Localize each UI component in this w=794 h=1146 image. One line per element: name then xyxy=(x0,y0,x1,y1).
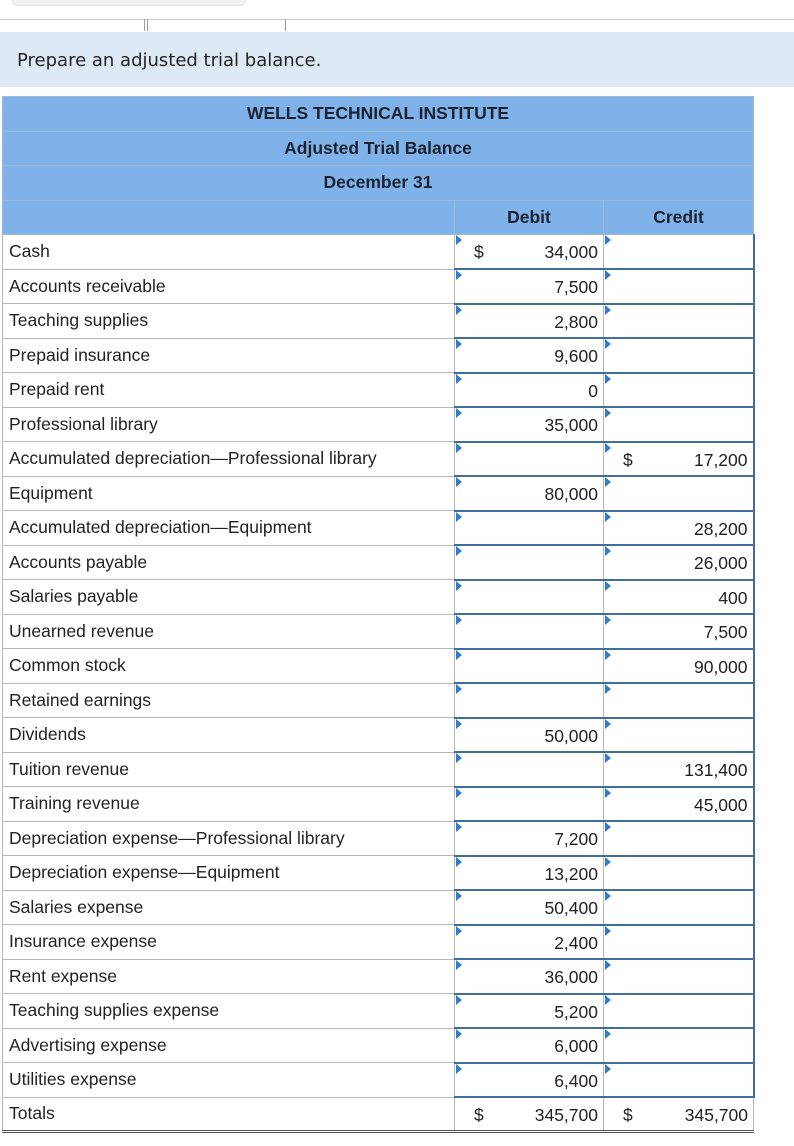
credit-input[interactable] xyxy=(604,269,754,304)
credit-total xyxy=(604,1097,754,1132)
debit-input[interactable] xyxy=(455,511,604,546)
debit-input[interactable] xyxy=(455,856,604,891)
table-row xyxy=(3,1063,754,1098)
table-row xyxy=(3,476,754,511)
account-name: Insurance expense xyxy=(3,925,455,960)
credit-input[interactable] xyxy=(604,649,754,684)
table-row xyxy=(3,580,754,615)
account-name: Common stock xyxy=(3,649,455,684)
credit-amount: 17,200 xyxy=(693,449,748,470)
account-name: Prepaid insurance xyxy=(3,338,455,373)
adjusted-trial-balance-table xyxy=(2,96,755,1133)
credit-amount: 45,000 xyxy=(693,794,748,815)
credit-input[interactable] xyxy=(604,787,754,822)
table-row xyxy=(3,614,754,649)
debit-input[interactable] xyxy=(455,821,604,856)
totals-row xyxy=(3,1097,754,1132)
debit-total-dollar-sign: $ xyxy=(474,1105,484,1125)
account-column-header xyxy=(3,200,455,235)
account-name: Depreciation expense—Professional library xyxy=(3,821,455,856)
debit-input[interactable] xyxy=(455,442,604,477)
credit-input[interactable] xyxy=(604,1063,754,1098)
debit-input[interactable] xyxy=(455,338,604,373)
table-row xyxy=(3,407,754,442)
debit-input[interactable] xyxy=(455,683,604,718)
credit-input[interactable] xyxy=(604,545,754,580)
debit-input[interactable] xyxy=(455,614,604,649)
credit-input[interactable] xyxy=(604,442,754,477)
credit-input[interactable] xyxy=(604,407,754,442)
credit-input[interactable] xyxy=(604,235,754,270)
debit-amount: 50,400 xyxy=(544,898,598,918)
tab-divider xyxy=(0,19,794,20)
credit-input[interactable] xyxy=(604,338,754,373)
debit-input[interactable] xyxy=(455,545,604,580)
debit-amount: 7,500 xyxy=(554,277,598,297)
table-row xyxy=(3,545,754,580)
table-row xyxy=(3,821,754,856)
credit-input[interactable] xyxy=(604,304,754,339)
debit-total xyxy=(455,1097,604,1132)
credit-amount: 28,200 xyxy=(693,518,748,539)
credit-input[interactable] xyxy=(604,1028,754,1063)
account-name: Unearned revenue xyxy=(3,614,455,649)
account-name: Rent expense xyxy=(3,959,455,994)
credit-total-amount: 345,700 xyxy=(684,1105,749,1125)
debit-amount: 2,400 xyxy=(554,932,598,953)
table-row xyxy=(3,994,754,1029)
credit-input[interactable] xyxy=(604,959,754,994)
credit-amount: 131,400 xyxy=(684,760,748,780)
credit-column-header: Credit xyxy=(604,200,754,235)
debit-amount: 5,200 xyxy=(554,1001,598,1022)
table-row xyxy=(3,683,754,718)
debit-amount: 7,200 xyxy=(554,829,598,849)
credit-input[interactable] xyxy=(604,718,754,753)
tab-strip xyxy=(0,0,794,32)
credit-input[interactable] xyxy=(604,580,754,615)
account-name: Accumulated depreciation—Professional library xyxy=(3,442,455,477)
debit-amount: 13,200 xyxy=(544,863,598,884)
table-row xyxy=(3,856,754,891)
credit-total-dollar-sign: $ xyxy=(623,1105,633,1125)
debit-amount: 35,000 xyxy=(544,415,598,435)
debit-input[interactable] xyxy=(455,235,604,270)
debit-input[interactable] xyxy=(455,994,604,1029)
credit-input[interactable] xyxy=(604,614,754,649)
debit-input[interactable] xyxy=(455,718,604,753)
account-name: Equipment xyxy=(3,476,455,511)
debit-input[interactable] xyxy=(455,407,604,442)
debit-amount: 2,800 xyxy=(554,311,598,332)
credit-input[interactable] xyxy=(604,856,754,891)
credit-input[interactable] xyxy=(604,511,754,546)
statement-title: Adjusted Trial Balance xyxy=(3,131,754,166)
debit-amount: 0 xyxy=(588,380,598,401)
account-name: Retained earnings xyxy=(3,683,455,718)
credit-dollar-sign: $ xyxy=(623,449,633,470)
tab-marker xyxy=(285,19,286,31)
credit-input[interactable] xyxy=(604,925,754,960)
debit-dollar-sign: $ xyxy=(474,242,484,262)
account-name: Depreciation expense—Equipment xyxy=(3,856,455,891)
credit-input[interactable] xyxy=(604,890,754,925)
account-name: Dividends xyxy=(3,718,455,753)
account-name: Accumulated depreciation—Equipment xyxy=(3,511,455,546)
credit-input[interactable] xyxy=(604,821,754,856)
debit-input[interactable] xyxy=(455,752,604,787)
credit-amount: 90,000 xyxy=(693,656,748,677)
credit-input[interactable] xyxy=(604,683,754,718)
table-row xyxy=(3,890,754,925)
credit-amount: 26,000 xyxy=(693,553,748,573)
table-row xyxy=(3,373,754,408)
debit-input[interactable] xyxy=(455,476,604,511)
debit-input[interactable] xyxy=(455,787,604,822)
tab-marker xyxy=(144,19,145,31)
table-row xyxy=(3,787,754,822)
account-name: Accounts receivable xyxy=(3,269,455,304)
instruction-banner xyxy=(0,32,794,87)
totals-label: Totals xyxy=(3,1097,455,1132)
company-name: WELLS TECHNICAL INSTITUTE xyxy=(3,97,754,132)
debit-input[interactable] xyxy=(455,1028,604,1063)
table-row xyxy=(3,442,754,477)
debit-input[interactable] xyxy=(455,373,604,408)
debit-input[interactable] xyxy=(455,580,604,615)
debit-input[interactable] xyxy=(455,304,604,339)
table-row xyxy=(3,269,754,304)
statement-date: December 31 xyxy=(3,166,754,201)
debit-amount: 6,400 xyxy=(554,1070,598,1091)
instruction-text: Prepare an adjusted trial balance. xyxy=(17,50,322,71)
account-name: Salaries payable xyxy=(3,580,455,615)
account-name: Professional library xyxy=(3,407,455,442)
credit-input[interactable] xyxy=(604,994,754,1029)
table-row xyxy=(3,925,754,960)
account-name: Salaries expense xyxy=(3,890,455,925)
table-row xyxy=(3,959,754,994)
debit-input[interactable] xyxy=(455,959,604,994)
debit-input[interactable] xyxy=(455,925,604,960)
debit-input[interactable] xyxy=(455,890,604,925)
debit-input[interactable] xyxy=(455,269,604,304)
debit-amount: 50,000 xyxy=(544,725,598,746)
account-name: Prepaid rent xyxy=(3,373,455,408)
credit-amount: 7,500 xyxy=(703,622,748,642)
account-name: Cash xyxy=(3,235,455,270)
account-name: Teaching supplies xyxy=(3,304,455,339)
table-row xyxy=(3,752,754,787)
credit-input[interactable] xyxy=(604,476,754,511)
account-name: Utilities expense xyxy=(3,1063,455,1098)
account-name: Accounts payable xyxy=(3,545,455,580)
credit-amount: 400 xyxy=(718,587,748,608)
account-name: Advertising expense xyxy=(3,1028,455,1063)
tab-previous[interactable] xyxy=(12,0,246,6)
table-row xyxy=(3,511,754,546)
credit-input[interactable] xyxy=(604,373,754,408)
table-row xyxy=(3,718,754,753)
table-row xyxy=(3,649,754,684)
account-name: Tuition revenue xyxy=(3,752,455,787)
debit-amount: 36,000 xyxy=(544,967,598,987)
debit-amount: 9,600 xyxy=(554,346,598,366)
table-row xyxy=(3,304,754,339)
debit-amount: 34,000 xyxy=(544,242,598,262)
debit-amount: 6,000 xyxy=(554,1036,598,1056)
table-row xyxy=(3,1028,754,1063)
debit-column-header: Debit xyxy=(455,200,604,235)
account-name: Training revenue xyxy=(3,787,455,822)
account-name: Teaching supplies expense xyxy=(3,994,455,1029)
tab-marker xyxy=(147,19,148,31)
credit-input[interactable] xyxy=(604,752,754,787)
table-row xyxy=(3,338,754,373)
table-row xyxy=(3,235,754,270)
debit-input[interactable] xyxy=(455,1063,604,1098)
debit-amount: 80,000 xyxy=(544,484,598,504)
debit-total-amount: 345,700 xyxy=(534,1105,598,1125)
debit-input[interactable] xyxy=(455,649,604,684)
